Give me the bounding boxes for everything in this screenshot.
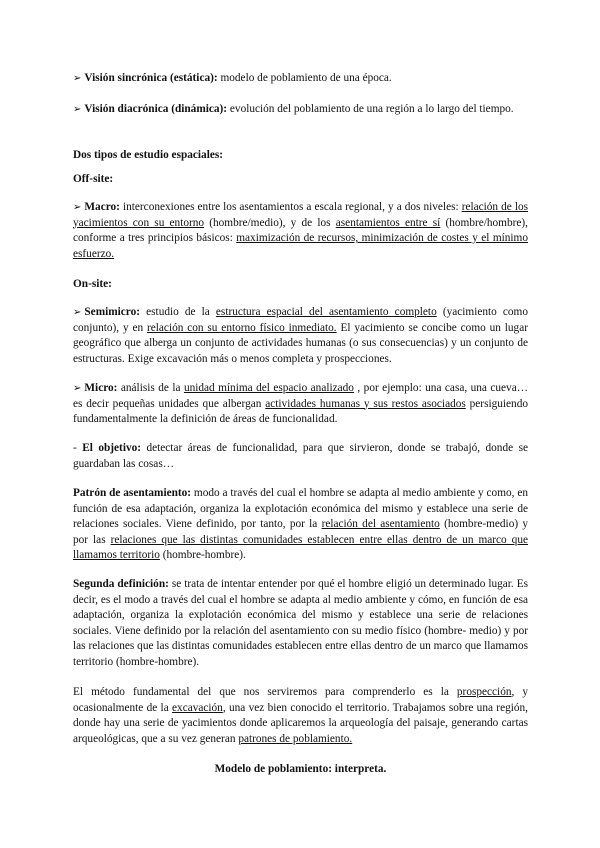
paragraph-macro: ➢ Macro: interconexiones entre los asentamientos a escala regional, y a dos niveles: relación de los yacimientos con su entorno (hombre/medio), y de los asentamientos entre sí (hombre/hombre), conforme a tres principios básicos: maximización de recursos, minimización de costes y el mínimo esfuerzo.: [73, 201, 529, 260]
paragraph-metodo: El método fundamental del que nos serviremos para comprenderlo es la prospección, y ocasionalmente de la excavación, una vez bien conocido el territorio. Trabajamos sobre una región, donde hay una serie de yacimientos donde aplicaremos la arqueología del paisaje, generando cartas arqueológicas, que a su vez generan patrones de poblamiento.: [73, 686, 529, 745]
term-patron-asentamiento: Patrón de asentamiento:: [73, 487, 192, 499]
paragraph-micro: ➢ Micro: análisis de la unidad mínima del espacio analizado , por ejemplo: una casa, una cueva… es decir pequeñas unidades que albergan actividades humanas y sus restos asociados persiguiendo fundamentalmente la definición de áreas de funcionalidad.: [73, 382, 529, 425]
term-objetivo: El objetivo:: [82, 442, 142, 454]
arrow-bullet-icon: ➢: [73, 202, 82, 213]
heading-off-site: Off-site:: [73, 173, 114, 185]
term-micro: Micro:: [84, 382, 118, 394]
paragraph-segunda-definicion: Segunda definición: se trata de intentar entender por qué el hombre eligió un determinado lugar. Es decir, es el modo a través del cual el hombre se adapta al medio ambiente y cómo, en función de esa adaptación, organiza la explotación económica del mismo y establece una serie de relaciones sociales. Viene definido por la relación del asentamiento con su medio físico (hombre- medio) y por las relaciones que las distintas comunidades establecen entre ellas dentro de un marco que llamamos territorio (hombre-hombre).: [73, 578, 529, 668]
paragraph-vision-diacronica: ➢ Visión diacrónica (dinámica): evolución del poblamiento de una región a lo largo del tiempo.: [73, 103, 514, 115]
arrow-bullet-icon: ➢: [73, 104, 82, 115]
heading-modelo-poblamiento: Modelo de poblamiento: interpreta.: [214, 763, 387, 775]
arrow-bullet-icon: ➢: [73, 73, 82, 84]
paragraph-patron-asentamiento: Patrón de asentamiento: modo a través del cual el hombre se adapta al medio ambiente y como, en función de esa adaptación, organiza la explotación económica del mismo y establece una serie de relaciones sociales. Viene definido, por tanto, por la relación del asentamiento (hombre-medio) y por las relaciones que las distintas comunidades establecen entre ellas dentro de un marco que llamamos territorio (hombre-hombre).: [73, 487, 528, 561]
term-vision-diacronica: Visión diacrónica (dinámica):: [84, 103, 228, 115]
term-vision-sincronica: Visión sincrónica (estática):: [84, 72, 218, 84]
paragraph-objetivo: - El objetivo: detectar áreas de funcionalidad, para que sirvieron, donde se trabajó, donde se guardaban las cosas…: [73, 442, 528, 470]
heading-on-site: On-site:: [73, 278, 112, 290]
paragraph-semimicro: ➢ Semimicro: estudio de la estructura espacial del asentamiento completo (yacimiento como conjunto), y en relación con su entorno físico inmediato. El yacimiento se concibe como un lugar geográfico que alberga un conjunto de actividades humanas (o sus consecuencias) y un conjunto de estructuras. Exige excavación más o menos completa y prospecciones.: [73, 306, 528, 365]
paragraph-vision-sincronica: ➢ Visión sincrónica (estática): modelo de poblamiento de una época.: [73, 72, 392, 84]
term-segunda-definicion: Segunda definición:: [73, 578, 169, 590]
arrow-bullet-icon: ➢: [73, 307, 82, 318]
term-semimicro: Semimicro:: [84, 306, 141, 318]
arrow-bullet-icon: ➢: [73, 383, 82, 394]
term-macro: Macro:: [84, 201, 120, 213]
heading-tipos-estudio: Dos tipos de estudio espaciales:: [73, 149, 224, 161]
